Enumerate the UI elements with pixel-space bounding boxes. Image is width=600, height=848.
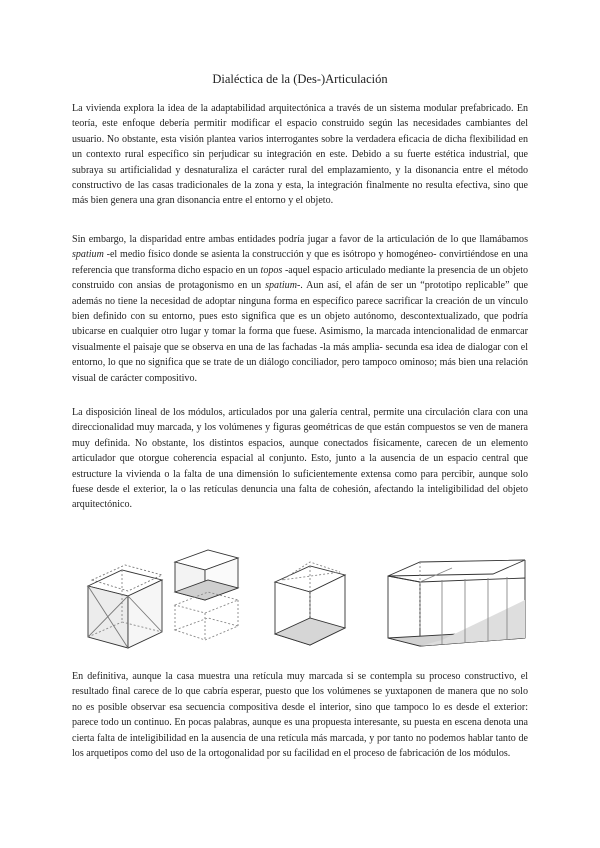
module-3-drawing (275, 562, 345, 645)
paragraph-2-text-c: -el medio físico donde se asienta la construcción y que es isótropo y homogéneo- convirtiéndose en una referencia que transforma dicho espacio en un (72, 249, 528, 276)
paragraph-2 (72, 232, 528, 386)
module-1-drawing (88, 565, 162, 648)
paragraph-2-term-spatium: spatium (72, 249, 104, 261)
module-2-drawing (175, 550, 238, 640)
paragraph-4: En definitiva, aunque la casa muestra una retícula muy marcada si se contempla su proceso constructivo, el resultado final carece de lo que cabría esperar, puesto que los volúmenes se yuxtaponen de manera que no solo no es posible observar esa secuencia compositiva desde el interior, sino que tampoco lo es desde el exterior: parece todo un continuo. En pocas palabras, aunque es una propuesta interesante, su puesta en escena denota una cierta falta de inteligibilidad en la ausencia de una retícula más marcada, y por tanto no podemos hablar tanto de los arquetipos como del uso de la ortogonalidad por su facilidad en el proceso de fabricación de los módulos. (72, 671, 528, 760)
paragraph-2-term-topos: topos (260, 264, 283, 276)
paragraph-2-text-g: . Aun así, el afán de ser un “prototipo replicable” que además no tiene la necesidad de adoptar ninguna forma en específico parece sacrificar la creación de un vínculo bien definido con su entorno, pues esto significa que es un objeto autónomo, descontextualizado, que podría ubicarse en cualquier otro lugar y tomar la forma que fuese. Asimismo, la marcada intencionalidad de enmarcar visualmente el paisaje que se observa en una de las fachadas -la más amplia- secunda esa idea de dialogar con el entorno, lo que no significa que se trate de un diálogo conciliador, pero tampoco ominoso; más bien una relación visual de carácter compositivo. (72, 280, 528, 384)
paragraph-3: La disposición lineal de los módulos, articulados por una galería central, permite una circulación clara con una direccionalidad muy marcada, y los volúmenes y figuras geométricas de que están compuestos se ven de manera muy definida. No obstante, los distintos espacios, aunque conectados físicamente, carecen de un elemento articulador que otorgue coherencia espacial al conjunto. Esto, junto a la ausencia de un espacio central que estructure la vivienda o la falta de una dimensión lo suficientemente extensa como para percibir, aunque solo fuese desde el exterior, la o las retículas denuncia una falta de cohesión, afectando la inteligibilidad del objeto arquitectónico. (72, 407, 528, 511)
paragraph-2-text-a: Sin embargo, la disparidad entre ambas entidades podría jugar a favor de la articulación de lo que llamábamos (72, 234, 528, 245)
module-4-drawing (388, 560, 525, 646)
paragraph-1: La vivienda explora la idea de la adaptabilidad arquitectónica a través de un sistema modular prefabricado. En teoría, este enfoque debería permitir modificar el espacio construido según las necesidades cambiantes del usuario. No obstante, esta visión plantea varios interrogantes sobre la verdadera eficacia de dicha flexibilidad en un contexto rural específico sin perjudicar su integración en este. Debido a su fuerte estética industrial, que subraya su artificialidad y desnaturaliza el carácter rural del emplazamiento, y la disonancia entre el método constructivo de las casas tradicionales de la zona y esta, la integración finalmente no resulta efectiva, sino que más bien genera una gran disonancia entre el entorno y el objeto. (72, 103, 528, 207)
axonometric-modules-figure (70, 540, 530, 650)
page-title: Dialéctica de la (Des-)Articulación (212, 72, 388, 86)
paragraph-2-term-spatium-2: spatium- (265, 280, 301, 292)
axonometric-drawings (70, 540, 530, 650)
paragraph-2-text-e: -aquel espacio articulado mediante la presencia de un objeto construido con ansias de protagonismo en un (72, 264, 529, 292)
